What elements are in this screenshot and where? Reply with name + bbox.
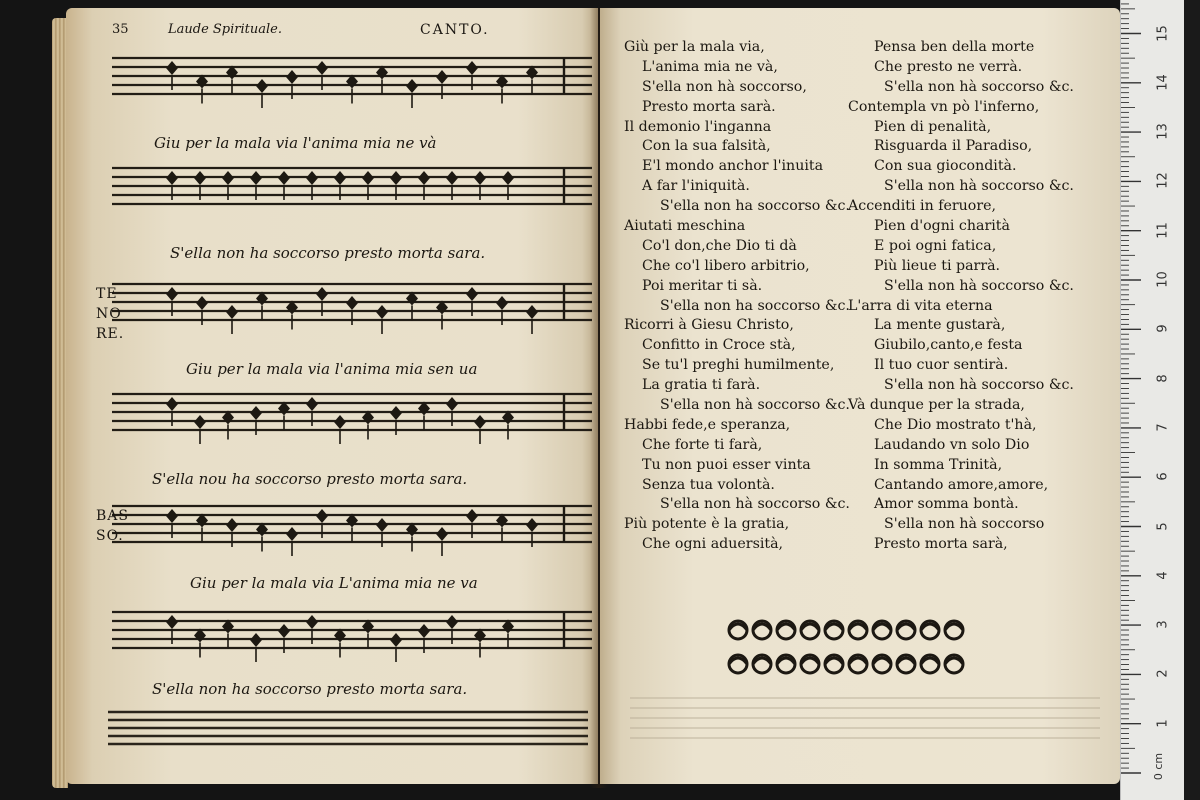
verse-line: Ricorri à Giesu Christo,	[624, 317, 794, 334]
verse-line: S'ella non hà soccorso	[884, 516, 1045, 533]
verse-line: Laudando vn solo Dio	[874, 436, 1030, 453]
verse-line: Tu non puoi esser vinta	[642, 456, 811, 473]
verse-line: S'ella non ha soccorso &c.	[660, 198, 850, 215]
measurement-ruler	[1120, 0, 1185, 800]
ruler-label: 15	[1155, 24, 1171, 42]
ruler-label: 8	[1155, 373, 1171, 383]
verse-line: S'ella non hà soccorso &c.	[660, 496, 850, 513]
verse-line: S'ella non hà soccorso &c.	[884, 377, 1074, 394]
verse-line: La mente gustarà,	[874, 317, 1006, 334]
music-staff	[106, 274, 596, 338]
verse-line: Giubilo,canto,e festa	[874, 337, 1023, 354]
verse-line: S'ella non hà soccorso &c.	[884, 178, 1074, 195]
verse-line: Il tuo cuor sentirà.	[874, 357, 1009, 374]
ruler-label: 5	[1155, 521, 1171, 531]
verse-line: Giù per la mala via,	[624, 39, 765, 55]
verse-line: Che presto ne verrà.	[874, 58, 1023, 75]
verse-line: Con sua giocondità.	[874, 158, 1017, 175]
ruler-label: 14	[1155, 74, 1171, 91]
voice-label-tenore: TE NO RE.	[96, 286, 125, 342]
blank-staff-rules	[106, 708, 590, 748]
verse-line: Pensa ben della morte	[874, 39, 1035, 55]
verse-line: Contempla vn pò l'inferno,	[848, 98, 1040, 115]
ruler-label: 10	[1155, 271, 1171, 288]
ruler-label: 6	[1155, 472, 1171, 481]
verse-line: In somma Trinità,	[874, 456, 1003, 473]
verse-line: Con la sua falsità,	[642, 138, 771, 155]
verse-line: Và dunque per la strada,	[848, 397, 1025, 414]
verse-line: Pien di penalità,	[874, 118, 992, 135]
ruler-label: 11	[1155, 221, 1171, 239]
verse-line: Che forte ti farà,	[642, 436, 763, 453]
ruler-unit: 0 cm	[1152, 752, 1166, 781]
verse-line: S'ella non hà soccorso &c.	[660, 397, 850, 414]
running-title: Laude Spirituale.	[168, 22, 282, 37]
verse-line: Habbi fede,e speranza,	[624, 416, 791, 433]
verse-line: Più potente è la gratia,	[624, 516, 790, 533]
verse-line: L'arra di vita eterna	[848, 297, 993, 314]
lyric-line: Giu per la mala via l'anima mia ne và	[154, 134, 437, 152]
verse-line: Accenditi in feruore,	[848, 198, 997, 215]
verse-line: Senza tua volontà.	[642, 476, 775, 493]
open-book	[52, 8, 1120, 792]
verse-line: Amor somma bontà.	[874, 496, 1019, 513]
ruler-label: 4	[1155, 571, 1171, 580]
ruler-label: 3	[1155, 620, 1171, 629]
verse-line: Poi meritar ti sà.	[642, 277, 763, 294]
page-number: 35	[112, 22, 129, 37]
right-page-text	[600, 8, 1120, 784]
verse-line: Che co'l libero arbitrio,	[642, 257, 810, 274]
faint-show-through-rules	[630, 692, 1100, 752]
verse-line: S'ella non hà soccorso &c.	[884, 78, 1074, 95]
lyric-line: Giu per la mala via l'anima mia sen ua	[186, 360, 478, 378]
verse-line: Che Dio mostrato t'hà,	[874, 416, 1037, 433]
background-edge	[1184, 0, 1200, 800]
printer-ornament	[724, 612, 974, 684]
ruler-label: 9	[1155, 324, 1171, 333]
verse-line: E'l mondo anchor l'inuita	[642, 158, 824, 175]
verses-right-column	[848, 38, 1118, 555]
verse-line: Risguarda il Paradiso,	[874, 138, 1033, 155]
verse-line: Se tu'l preghi humilmente,	[642, 357, 835, 374]
left-page-music	[66, 8, 598, 784]
music-staff	[106, 496, 596, 560]
ruler-label: 2	[1155, 669, 1171, 679]
verse-line: Pien d'ogni charità	[874, 218, 1010, 235]
ruler-label: 13	[1155, 123, 1171, 140]
ruler-ticks	[1121, 0, 1185, 800]
ruler-label: 7	[1155, 423, 1171, 432]
verse-line: Che ogni aduersità,	[642, 536, 784, 553]
voice-label-basso: BAS SO.	[96, 508, 129, 544]
verse-line: A far l'iniquità.	[642, 178, 750, 195]
verse-line: S'ella non ha soccorso &c.	[660, 297, 850, 314]
verse-line: La gratia ti farà.	[642, 377, 761, 394]
music-staff	[106, 158, 596, 222]
verse-line: Co'l don,che Dio ti dà	[642, 237, 797, 254]
verse-line: Cantando amore,amore,	[874, 476, 1049, 493]
verse-line: Il demonio l'inganna	[624, 118, 772, 135]
verse-line: Più lieue ti parrà.	[874, 257, 1001, 274]
lyric-line: Giu per la mala via L'anima mia ne va	[190, 574, 478, 592]
voice-label-canto: CANTO.	[420, 22, 490, 38]
music-staff	[106, 602, 596, 666]
music-staff	[106, 384, 596, 448]
ruler-label: 12	[1155, 172, 1171, 190]
verse-line: L'anima mia ne và,	[642, 58, 778, 75]
lyric-line: S'ella non ha soccorso presto morta sara.	[170, 244, 486, 262]
verse-line: S'ella non hà soccorso &c.	[884, 277, 1074, 294]
verse-line: Presto morta sarà.	[642, 98, 776, 115]
verse-line: S'ella non hà soccorso,	[642, 78, 807, 95]
verses-left-column	[624, 38, 884, 555]
verse-line: E poi ogni fatica,	[874, 237, 997, 254]
lyric-line: S'ella non ha soccorso presto morta sara.	[152, 680, 468, 698]
ruler-label: 1	[1155, 719, 1171, 728]
verse-line: Confitto in Croce stà,	[642, 337, 796, 354]
verse-line: Presto morta sarà,	[874, 536, 1008, 553]
verse-line: Aiutati meschina	[624, 218, 746, 235]
lyric-line: S'ella nou ha soccorso presto morta sara.	[152, 470, 468, 488]
music-staff	[106, 48, 596, 112]
